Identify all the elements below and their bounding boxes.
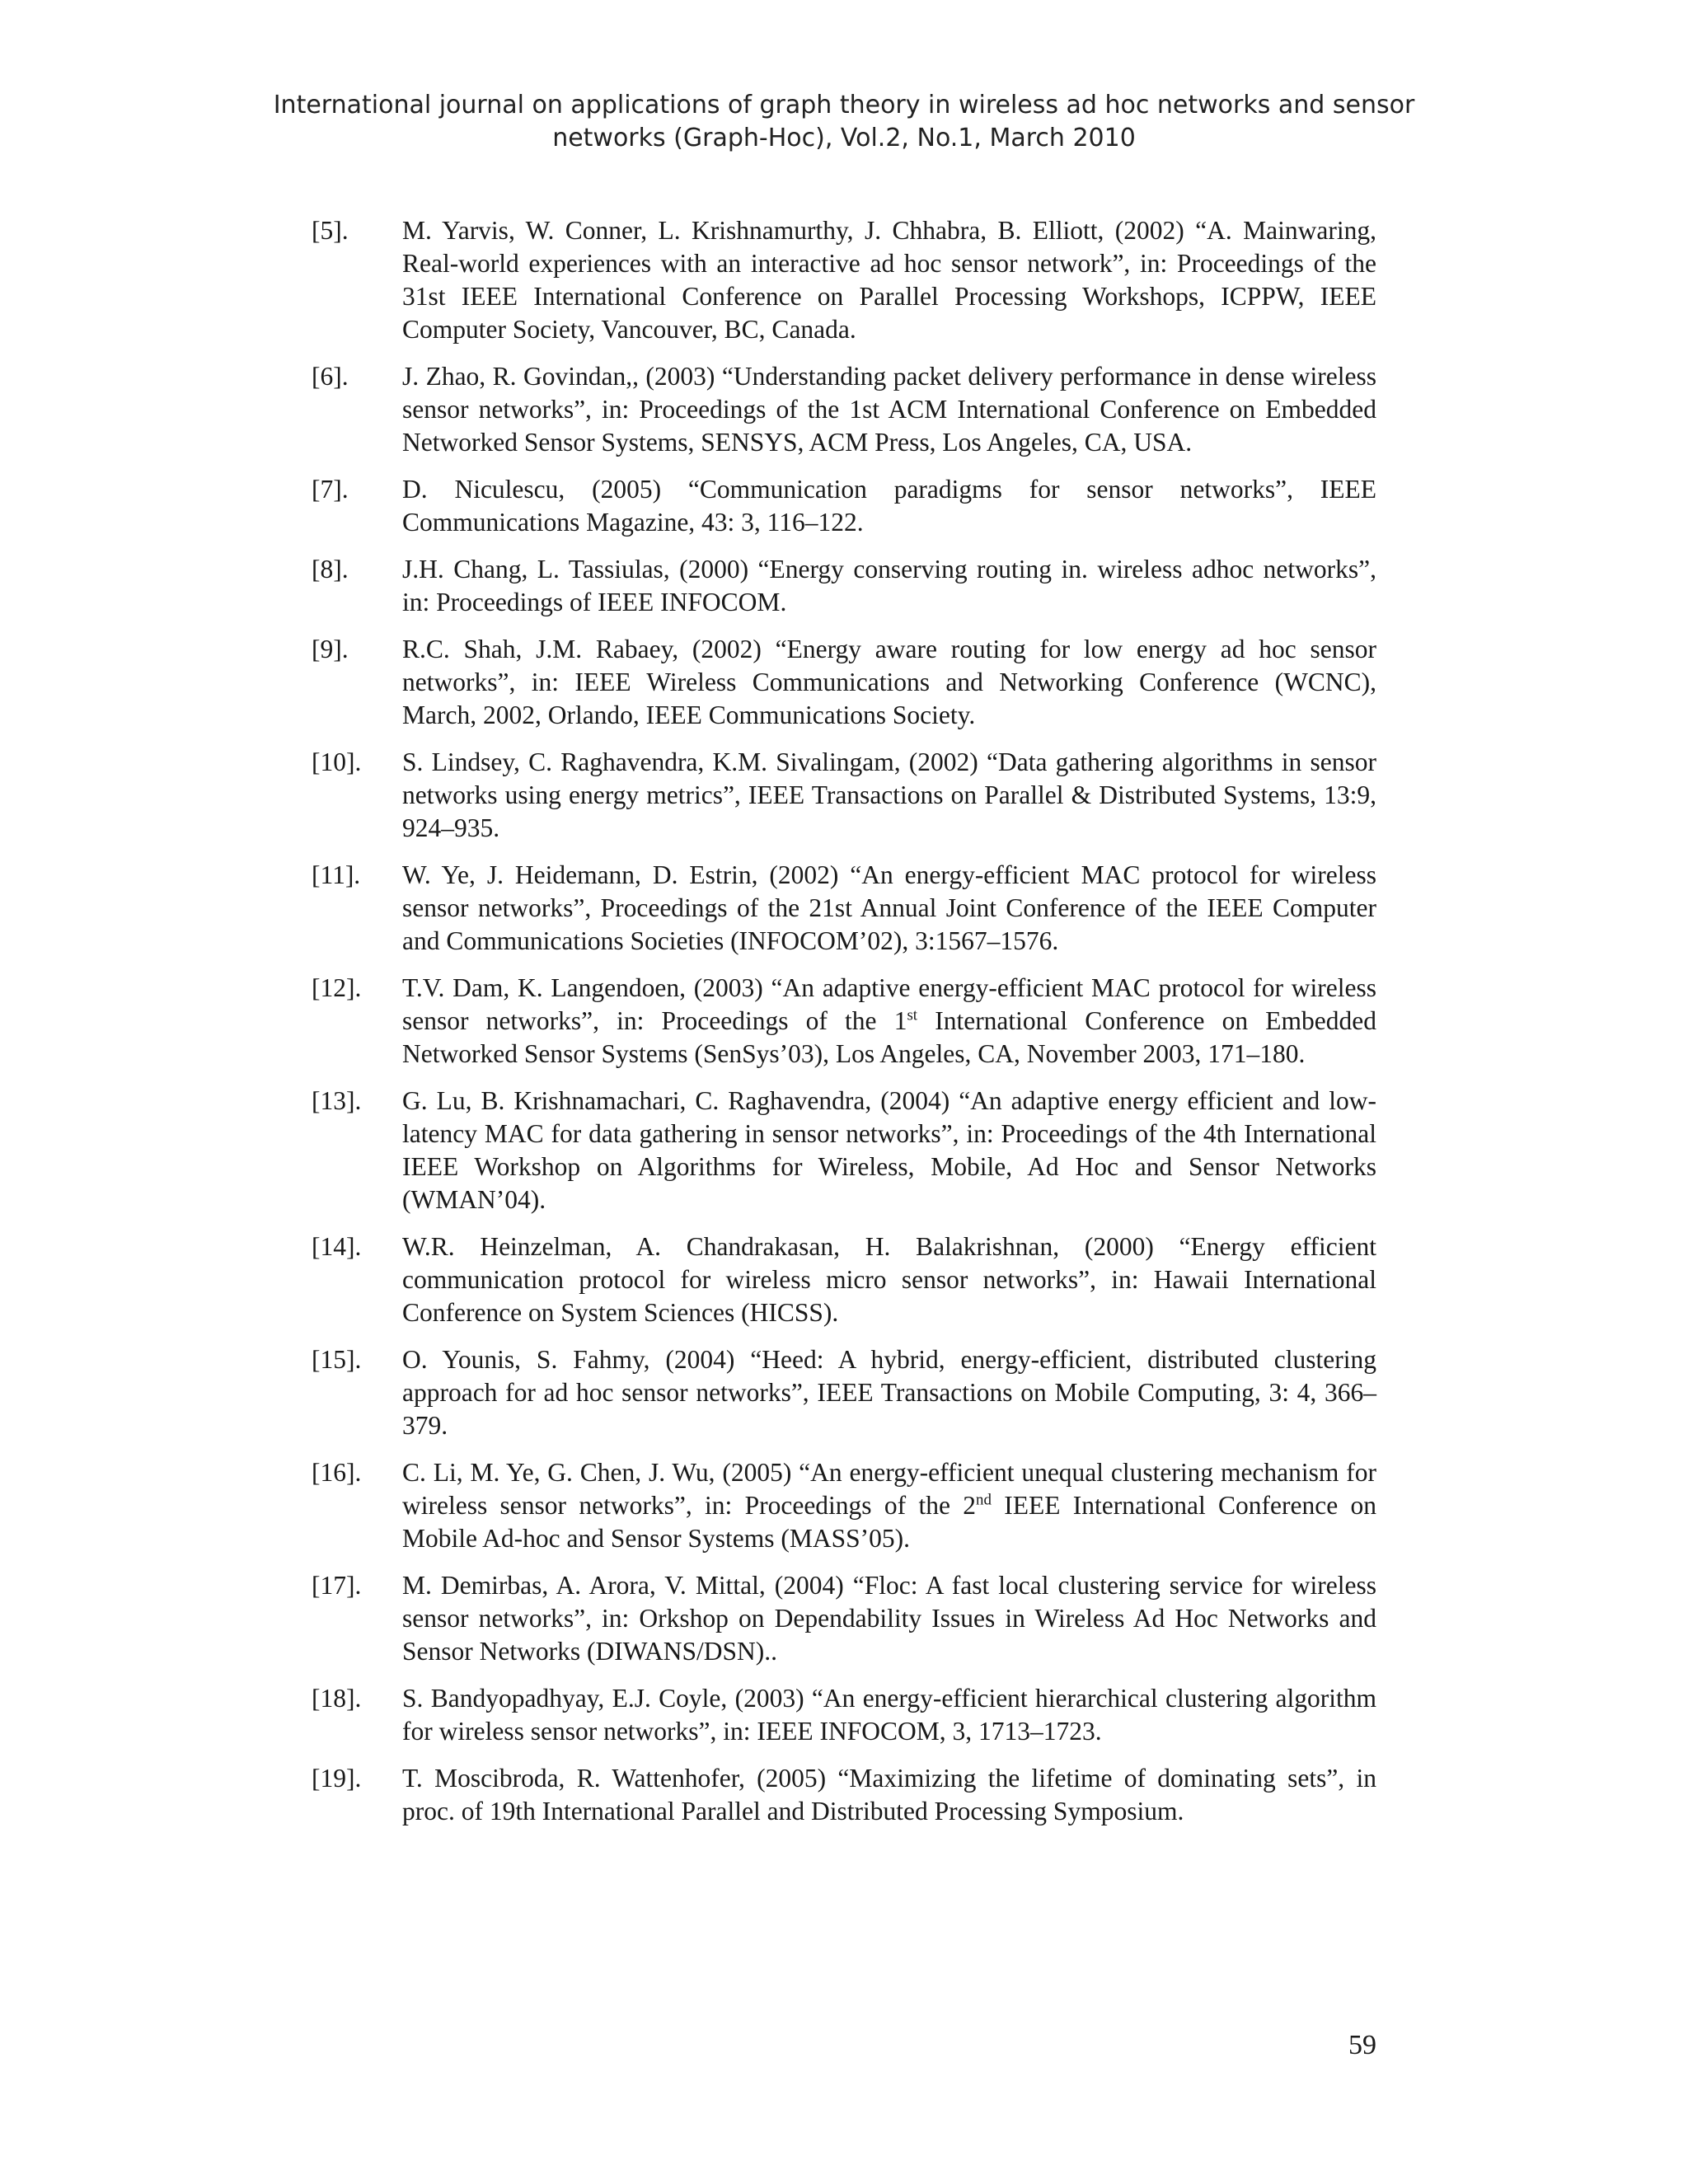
reference-item: [312, 1343, 1376, 1442]
reference-number: [8].: [312, 555, 349, 583]
reference-text-part: C. Li, M. Ye, G. Chen, J. Wu, (2005) “An energy-efficient unequal clustering mechanism for wireless sensor networks”, in: Proceedings of the 2: [402, 1458, 1376, 1520]
reference-item: [312, 633, 1376, 732]
reference-number: [10].: [312, 748, 362, 776]
reference-number: [19].: [312, 1764, 362, 1793]
reference-text: J. Zhao, R. Govindan,, (2003) “Understanding packet delivery performance in dense wireless sensor networks”, in: Proceedings of the 1st ACM International Conference on Embedded Networked Sensor Systems, SENSYS, ACM Press, Los Angeles, CA, USA.: [402, 362, 1376, 457]
running-header-line-2: networks (Graph-Hoc), Vol.2, No.1, March 2010: [552, 124, 1136, 152]
ordinal-superscript: st: [907, 1006, 918, 1024]
reference-number: [6].: [312, 362, 349, 391]
reference-text: [402, 1456, 1376, 1555]
reference-item: [312, 1762, 1376, 1828]
reference-number: [13].: [312, 1086, 362, 1115]
reference-text: W. Ye, J. Heidemann, D. Estrin, (2002) “An energy-efficient MAC protocol for wireless sensor networks”, Proceedings of the 21st Annual Joint Conference of the IEEE Computer and Communications Societies (INFOCOM’02), 3:1567–1576.: [402, 860, 1376, 955]
reference-number: [12].: [312, 973, 362, 1002]
reference-item: [312, 1456, 1376, 1555]
reference-text: S. Bandyopadhyay, E.J. Coyle, (2003) “An energy-efficient hierarchical clustering algorithm for wireless sensor networks”, in: IEEE INFOCOM, 3, 1713–1723.: [402, 1684, 1376, 1746]
reference-text: M. Yarvis, W. Conner, L. Krishnamurthy, J. Chhabra, B. Elliott, (2002) “A. Mainwaring, Real-world experiences with an interactive ad hoc sensor network”, in: Proceedings of the 31st IEEE International Conference on Parallel Processing Workshops, ICPPW, IEEE Computer Society, Vancouver, BC, Canada.: [402, 216, 1376, 344]
reference-number: [11].: [312, 860, 361, 889]
reference-number: [16].: [312, 1458, 362, 1487]
reference-text: O. Younis, S. Fahmy, (2004) “Heed: A hybrid, energy-efficient, distributed clustering approach for ad hoc sensor networks”, IEEE Transactions on Mobile Computing, 3: 4, 366–379.: [402, 1345, 1376, 1440]
running-header: [247, 89, 1441, 155]
reference-item: [312, 972, 1376, 1071]
reference-number: [5].: [312, 216, 349, 245]
reference-text-part: T.V. Dam, K. Langendoen, (2003) “An adaptive energy-efficient MAC protocol for wireless sensor networks”, in: Proceedings of the 1: [402, 973, 1376, 1035]
reference-text: R.C. Shah, J.M. Rabaey, (2002) “Energy aware routing for low energy ad hoc sensor networks”, in: IEEE Wireless Communications and Networking Conference (WCNC), March, 2002, Orlando, IEEE Communications Society.: [402, 635, 1376, 729]
reference-text: D. Niculescu, (2005) “Communication paradigms for sensor networks”, IEEE Communications Magazine, 43: 3, 116–122.: [402, 475, 1376, 537]
reference-item: [312, 553, 1376, 619]
reference-number: [9].: [312, 635, 349, 663]
reference-text: T. Moscibroda, R. Wattenhofer, (2005) “Maximizing the lifetime of dominating sets”, in proc. of 19th International Parallel and Distributed Processing Symposium.: [402, 1764, 1376, 1825]
reference-item: [312, 1230, 1376, 1329]
reference-text: J.H. Chang, L. Tassiulas, (2000) “Energy conserving routing in. wireless adhoc networks”, in: Proceedings of IEEE INFOCOM.: [402, 555, 1376, 616]
reference-item: [312, 473, 1376, 539]
reference-number: [18].: [312, 1684, 362, 1713]
reference-text: [402, 972, 1376, 1071]
reference-text: M. Demirbas, A. Arora, V. Mittal, (2004) “Floc: A fast local clustering service for wireless sensor networks”, in: Orkshop on Dependability Issues in Wireless Ad Hoc Networks and Sensor Networks (DIWANS/DSN)..: [402, 1571, 1376, 1666]
page-number: 59: [1348, 2030, 1376, 2060]
reference-text-part: IEEE International Conference on Mobile Ad-hoc and Sensor Systems (MASS’05).: [402, 1491, 1377, 1553]
reference-item: [312, 746, 1376, 845]
reference-number: [15].: [312, 1345, 362, 1374]
reference-list: [312, 214, 1376, 1842]
reference-item: [312, 859, 1376, 958]
reference-item: [312, 360, 1376, 459]
ordinal-superscript: nd: [976, 1491, 992, 1509]
reference-item: [312, 1085, 1376, 1216]
reference-text: S. Lindsey, C. Raghavendra, K.M. Sivalingam, (2002) “Data gathering algorithms in sensor networks using energy metrics”, IEEE Transactions on Parallel & Distributed Systems, 13:9, 924–935.: [402, 748, 1376, 842]
running-header-line-1: International journal on applications of graph theory in wireless ad hoc networks and sensor: [273, 91, 1415, 120]
reference-number: [7].: [312, 475, 349, 504]
reference-text: W.R. Heinzelman, A. Chandrakasan, H. Balakrishnan, (2000) “Energy efficient communication protocol for wireless micro sensor networks”, in: Hawaii International Conference on System Sciences (HICSS).: [402, 1232, 1376, 1327]
reference-number: [17].: [312, 1571, 362, 1600]
reference-item: [312, 1682, 1376, 1748]
reference-item: [312, 214, 1376, 346]
reference-number: [14].: [312, 1232, 362, 1261]
reference-text-part: International Conference on Embedded Networked Sensor Systems (SenSys’03), Los Angeles, CA, November 2003, 171–180.: [402, 1006, 1376, 1068]
reference-text: G. Lu, B. Krishnamachari, C. Raghavendra, (2004) “An adaptive energy efficient and low-latency MAC for data gathering in sensor networks”, in: Proceedings of the 4th International IEEE Workshop on Algorithms for Wireless, Mobile, Ad Hoc and Sensor Networks (WMAN’04).: [402, 1086, 1376, 1214]
reference-item: [312, 1569, 1376, 1668]
